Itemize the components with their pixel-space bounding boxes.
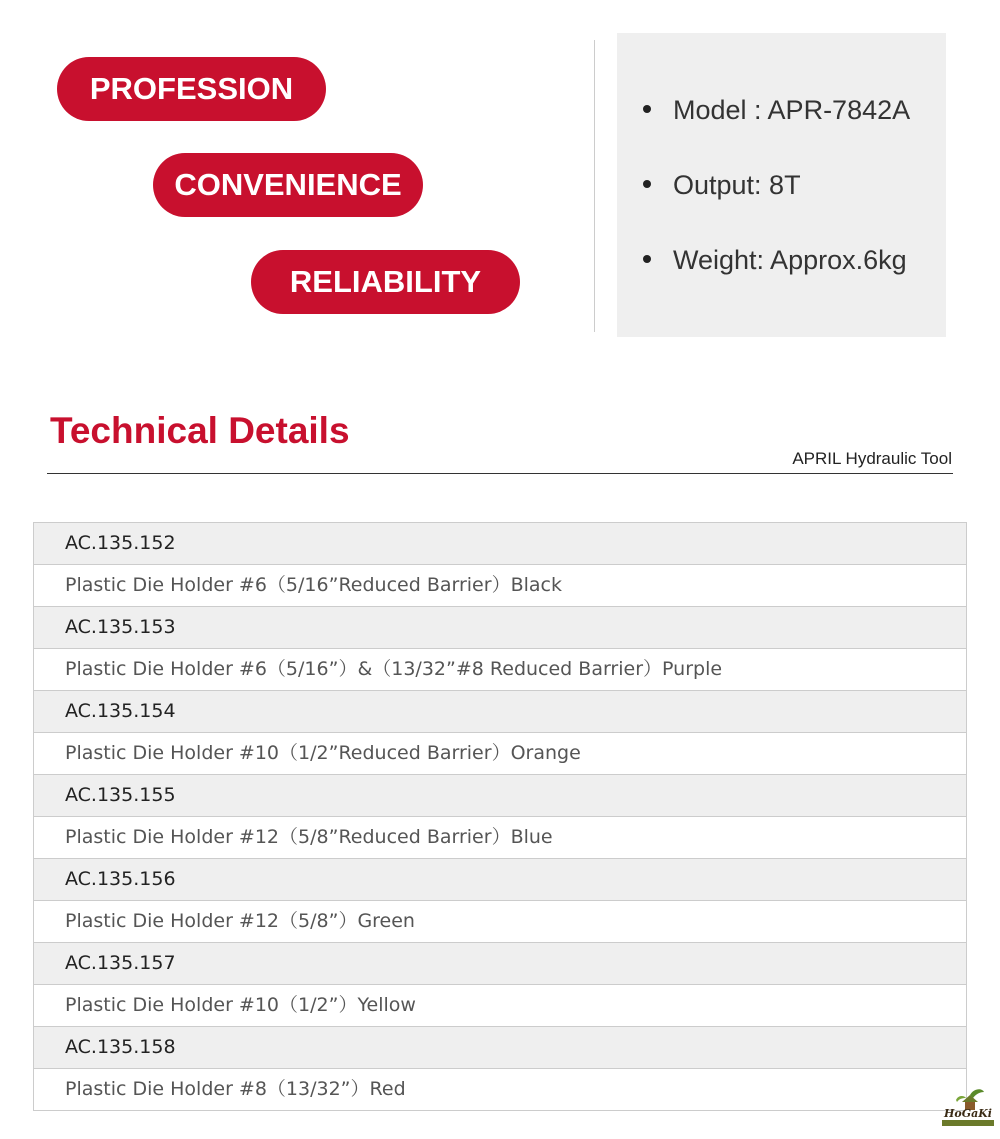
part-description-row: Plastic Die Holder #6（5/16”）&（13/32”#8 Reduced Barrier）Purple [33,649,967,691]
spec-text: Output: 8T [673,170,801,200]
part-description-row: Plastic Die Holder #12（5/8”Reduced Barrier）Blue [33,817,967,859]
feature-badge-reliability: RELIABILITY [251,250,520,314]
part-description-row: Plastic Die Holder #8（13/32”）Red [33,1069,967,1111]
feature-badge-convenience: CONVENIENCE [153,153,423,217]
vertical-divider [594,40,595,332]
bullet-icon [643,180,651,188]
part-code-row: AC.135.157 [33,943,967,985]
bullet-icon [643,105,651,113]
spec-panel [617,33,946,337]
section-subtitle: APRIL Hydraulic Tool [792,449,952,468]
part-code-row: AC.135.158 [33,1027,967,1069]
spec-item-output [643,170,801,201]
bullet-icon [643,255,651,263]
section-title: Technical Details [50,410,350,451]
svg-text:HoGaKi: HoGaKi [944,1107,992,1120]
spec-item-weight [643,245,907,276]
spec-text: Model : APR-7842A [673,95,911,125]
part-description-row: Plastic Die Holder #10（1/2”Reduced Barrier）Orange [33,733,967,775]
part-description-row: Plastic Die Holder #10（1/2”）Yellow [33,985,967,1027]
feature-badge-profession: PROFESSION [57,57,326,121]
part-code-row: AC.135.154 [33,691,967,733]
spec-text: Weight: Approx.6kg [673,245,907,275]
technical-details-table [33,522,967,1111]
part-code-row: AC.135.155 [33,775,967,817]
section-divider [47,473,953,474]
part-code-row: AC.135.152 [33,523,967,565]
part-description-row: Plastic Die Holder #12（5/8”）Green [33,901,967,943]
part-description-row: Plastic Die Holder #6（5/16”Reduced Barrier）Black [33,565,967,607]
hogaki-logo [940,1086,996,1126]
part-code-row: AC.135.156 [33,859,967,901]
part-code-row: AC.135.153 [33,607,967,649]
spec-item-model [643,95,910,126]
